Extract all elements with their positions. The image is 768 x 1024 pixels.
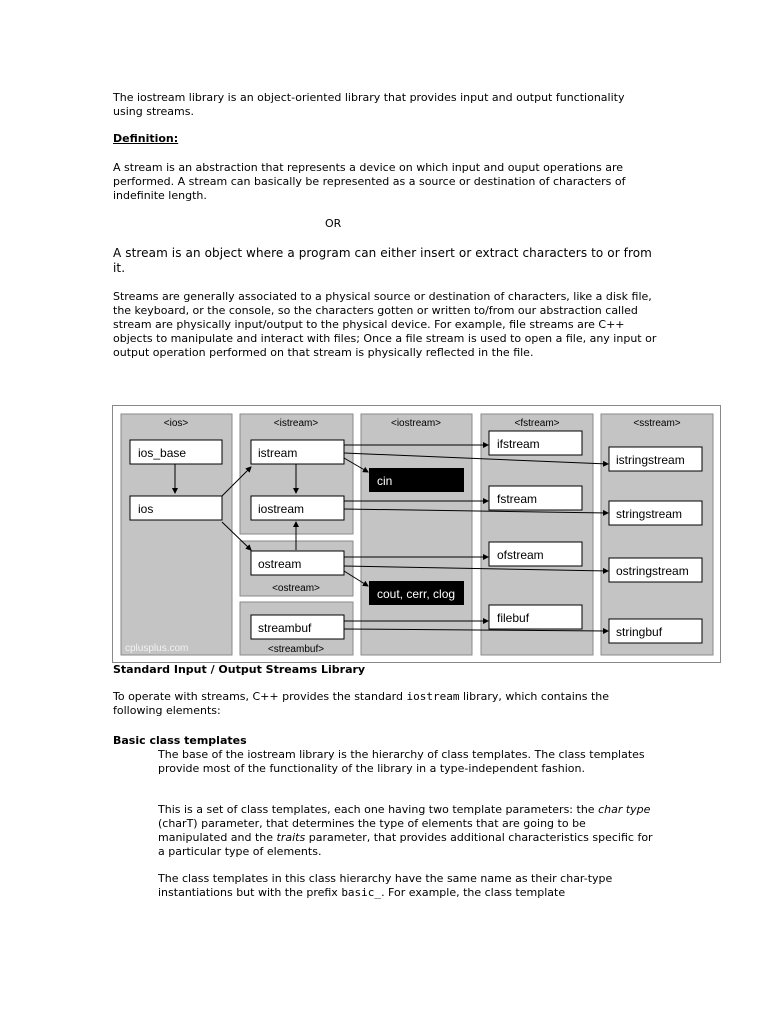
label-stringbuf: stringbuf xyxy=(616,625,663,639)
diagram-caption: Standard Input / Output Streams Library xyxy=(113,663,366,676)
column-header-sstream: <sstream> xyxy=(633,418,681,429)
column-header-fstream: <fstream> xyxy=(514,418,560,429)
iostream-library-diagram xyxy=(112,405,722,664)
intro-paragraph: The iostream library is an object-oriented library that provides input and output functionality using streams. xyxy=(113,91,625,118)
label-istream: istream xyxy=(258,446,298,460)
column-header-iostream: <iostream> xyxy=(390,418,442,429)
label-ostream: ostream xyxy=(258,557,302,571)
label-cout-cerr-clog: cout, cerr, clog xyxy=(377,587,456,601)
column-header-istream: <istream> xyxy=(273,418,319,429)
alt-definition-paragraph: A stream is an object where a program can either insert or extract characters to or from it. xyxy=(113,246,652,275)
basic-templates-p3: The class templates in this class hierarchy have the same name as their char-type instantiations but with the prefix basic_. For example, the class template xyxy=(158,872,613,899)
definition-paragraph: A stream is an abstraction that represents a device on which input and ouput operations are performed. A stream can basically be represented as a source or destination of characters of indefinite length. xyxy=(113,161,626,202)
label-cin: cin xyxy=(377,474,393,488)
label-ifstream: ifstream xyxy=(497,437,540,451)
column-header-ios: <ios> xyxy=(163,418,189,429)
ostream-panel-label: <ostream> xyxy=(272,583,320,594)
basic-templates-p1: The base of the iostream library is the hierarchy of class templates. The class templates provide most of the functionality of the library in a type-independent fashion. xyxy=(158,748,645,775)
label-fstream: fstream xyxy=(497,492,538,506)
streambuf-panel-label: <streambuf> xyxy=(267,644,325,655)
label-iostream: iostream xyxy=(258,502,305,516)
label-streambuf: streambuf xyxy=(258,621,312,635)
label-ios: ios xyxy=(138,502,154,516)
label-ios-base: ios_base xyxy=(138,446,187,460)
cplusplus-watermark: cplusplus.com xyxy=(125,643,189,654)
basic-templates-heading: Basic class templates xyxy=(113,734,247,747)
label-istringstream: istringstream xyxy=(616,453,685,467)
label-ofstream: ofstream xyxy=(497,548,544,562)
column-iostream-panel xyxy=(361,414,472,655)
operate-paragraph: To operate with streams, C++ provides the standard iostream library, which contains the following elements: xyxy=(113,690,610,717)
label-stringstream: stringstream xyxy=(616,507,683,521)
label-filebuf: filebuf xyxy=(497,611,530,625)
label-ostringstream: ostringstream xyxy=(616,564,689,578)
streams-paragraph: Streams are generally associated to a physical source or destination of characters, like a disk file, the keyboard, or the console, so the characters gotten or written to/from our abstraction called stream are physically input/output to the physical device. For example, file streams are C++ objects to manipulate and interact with files; Once a file stream is used to open a file, any input or output operation performed on that stream is physically reflected in the file. xyxy=(113,290,657,359)
basic-templates-p2: This is a set of class templates, each one having two template parameters: the char type (charT) parameter, that determines the type of elements that are going to be manipulated and the traits parameter, that provides additional characteristics specific for a particular type of elements. xyxy=(158,803,653,858)
definition-heading: Definition: xyxy=(113,132,179,145)
or-separator: OR xyxy=(325,217,342,230)
